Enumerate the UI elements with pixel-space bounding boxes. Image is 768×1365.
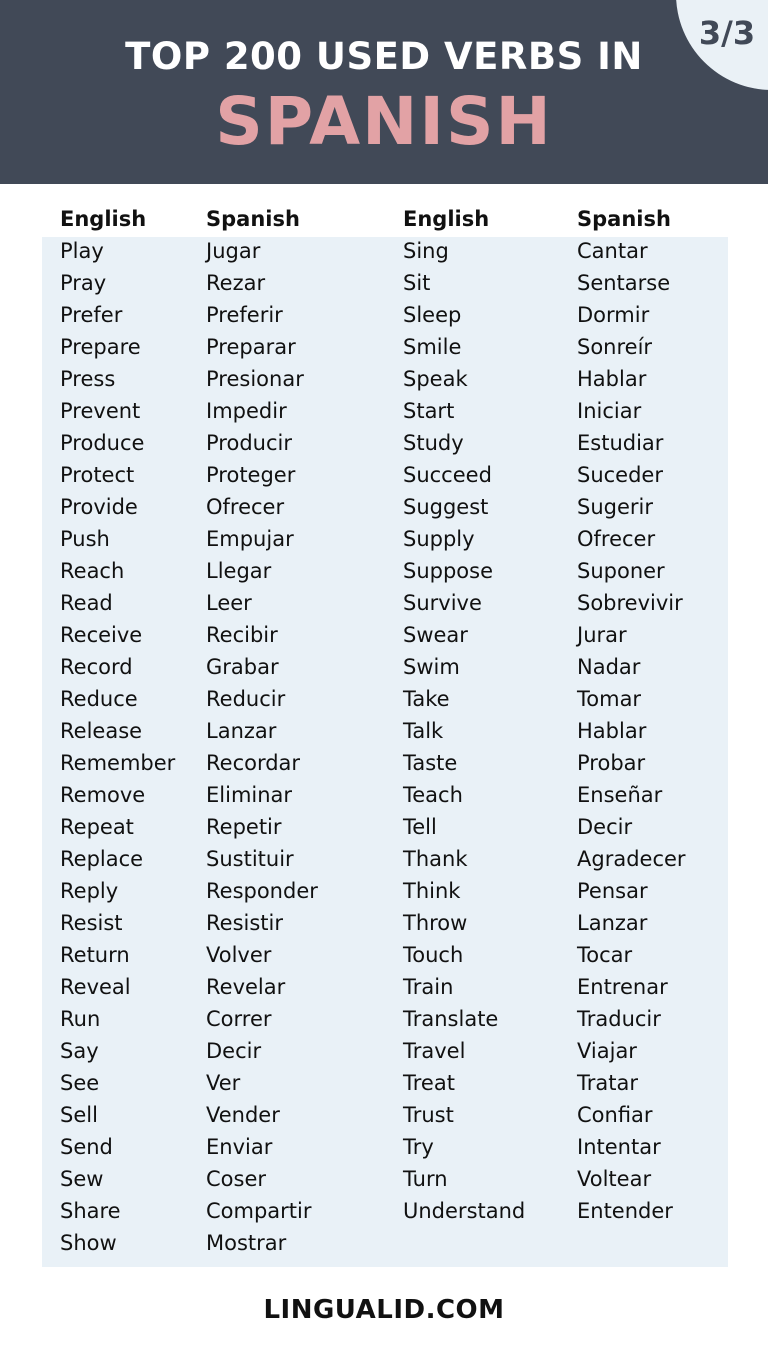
table-cell-spanish: Suceder: [577, 463, 663, 487]
table-cell-english: Provide: [60, 495, 138, 519]
table-cell-spanish: Suponer: [577, 559, 665, 583]
table-cell-spanish: Cantar: [577, 239, 648, 263]
table-cell-spanish: Revelar: [206, 975, 286, 999]
table-cell-english: Pray: [60, 271, 107, 295]
table-cell-spanish: Tocar: [577, 943, 633, 967]
page-title: TOP 200 USED VERBS IN: [125, 35, 643, 78]
table-cell-english: Run: [60, 1007, 101, 1031]
table-cell-spanish: Enviar: [206, 1135, 273, 1159]
table-cell-english: Say: [60, 1039, 99, 1063]
column-spanish-left: [206, 203, 396, 1259]
table-cell-english: Suppose: [403, 559, 494, 583]
column-header-spanish: Spanish: [577, 207, 671, 231]
table-cell-english: Remember: [60, 751, 176, 775]
table-cell-spanish: Lanzar: [206, 719, 277, 743]
table-cell-spanish: Probar: [577, 751, 646, 775]
table-cell-english: Swim: [403, 655, 460, 679]
table-cell-english: Reach: [60, 559, 125, 583]
table-cell-spanish: Hablar: [577, 719, 647, 743]
table-cell-spanish: Dormir: [577, 303, 650, 327]
table-cell-spanish: Jurar: [577, 623, 627, 647]
column-header-english: English: [403, 207, 490, 231]
table-cell-english: Play: [60, 239, 104, 263]
table-cell-spanish: Traducir: [577, 1007, 661, 1031]
table-cell-spanish: Correr: [206, 1007, 272, 1031]
table-cell-spanish: Recordar: [206, 751, 301, 775]
table-cell-spanish: Reducir: [206, 687, 286, 711]
table-cell-spanish: Resistir: [206, 911, 283, 935]
table-cell-spanish: Repetir: [206, 815, 282, 839]
table-cell-english: Swear: [403, 623, 468, 647]
table-cell-spanish: Sentarse: [577, 271, 671, 295]
table-cell-english: Survive: [403, 591, 482, 615]
table-cell-english: Study: [403, 431, 464, 455]
table-cell-spanish: Coser: [206, 1167, 267, 1191]
table-cell-english: Reduce: [60, 687, 138, 711]
table-cell-english: Prevent: [60, 399, 141, 423]
table-cell-english: Treat: [403, 1071, 455, 1095]
table-cell-english: Throw: [403, 911, 468, 935]
table-cell-spanish: Sonreír: [577, 335, 653, 359]
table-cell-english: Travel: [403, 1039, 466, 1063]
table-cell-spanish: Proteger: [206, 463, 296, 487]
table-cell-spanish: Grabar: [206, 655, 279, 679]
column-header-spanish: Spanish: [206, 207, 300, 231]
table-cell-spanish: Nadar: [577, 655, 641, 679]
table-cell-spanish: Ofrecer: [206, 495, 285, 519]
table-cell-english: Touch: [403, 943, 464, 967]
table-cell-english: Tell: [403, 815, 437, 839]
table-cell-spanish: Sobrevivir: [577, 591, 683, 615]
table-cell-english: Speak: [403, 367, 468, 391]
table-cell-spanish: Preferir: [206, 303, 283, 327]
table-cell-english: Read: [60, 591, 113, 615]
table-cell-english: Reveal: [60, 975, 131, 999]
table-cell-spanish: Entender: [577, 1199, 673, 1223]
table-cell-english: Prepare: [60, 335, 141, 359]
column-header-english: English: [60, 207, 147, 231]
table-cell-spanish: Rezar: [206, 271, 266, 295]
table-cell-spanish: Producir: [206, 431, 292, 455]
table-cell-english: Translate: [403, 1007, 499, 1031]
table-cell-english: Receive: [60, 623, 143, 647]
table-cell-english: See: [60, 1071, 100, 1095]
table-cell-english: Share: [60, 1199, 121, 1223]
table-cell-english: Supply: [403, 527, 475, 551]
table-cell-english: Return: [60, 943, 130, 967]
table-cell-english: Taste: [403, 751, 458, 775]
table-cell-english: Turn: [403, 1167, 448, 1191]
table-cell-english: Suggest: [403, 495, 489, 519]
table-cell-spanish: Preparar: [206, 335, 296, 359]
table-cell-english: Take: [403, 687, 450, 711]
table-cell-english: Remove: [60, 783, 146, 807]
table-cell-english: Train: [403, 975, 454, 999]
table-cell-spanish: Viajar: [577, 1039, 637, 1063]
table-cell-english: Record: [60, 655, 133, 679]
table-cell-spanish: Decir: [206, 1039, 262, 1063]
table-cell-spanish: Empujar: [206, 527, 294, 551]
table-cell-english: Talk: [403, 719, 444, 743]
table-cell-spanish: Vender: [206, 1103, 280, 1127]
table-cell-english: Reply: [60, 879, 119, 903]
table-cell-english: Sleep: [403, 303, 462, 327]
table-cell-spanish: Tomar: [577, 687, 642, 711]
table-cell-english: Succeed: [403, 463, 492, 487]
table-cell-spanish: Tratar: [577, 1071, 638, 1095]
table-cell-english: Release: [60, 719, 143, 743]
table-cell-english: Sing: [403, 239, 449, 263]
table-cell-english: Replace: [60, 847, 144, 871]
table-cell-english: Send: [60, 1135, 113, 1159]
table-cell-english: Think: [403, 879, 461, 903]
table-cell-spanish: Impedir: [206, 399, 287, 423]
table-cell-english: Thank: [403, 847, 468, 871]
table-cell-spanish: Ver: [206, 1071, 241, 1095]
page-title-accent: SPANISH: [215, 83, 553, 160]
table-cell-english: Press: [60, 367, 116, 391]
table-cell-spanish: Mostrar: [206, 1231, 287, 1255]
table-cell-english: Start: [403, 399, 455, 423]
table-cell-english: Show: [60, 1231, 117, 1255]
table-cell-english: Smile: [403, 335, 462, 359]
table-cell-english: Sit: [403, 271, 431, 295]
table-cell-english: Sew: [60, 1167, 104, 1191]
table-cell-english: Produce: [60, 431, 145, 455]
table-cell-spanish: Estudiar: [577, 431, 664, 455]
footer-website: LINGUALID.COM: [263, 1295, 505, 1325]
table-cell-english: Trust: [403, 1103, 454, 1127]
table-cell-spanish: Presionar: [206, 367, 304, 391]
table-cell-english: Push: [60, 527, 110, 551]
table-cell-spanish: Responder: [206, 879, 318, 903]
table-cell-spanish: Compartir: [206, 1199, 312, 1223]
table-cell-spanish: Entrenar: [577, 975, 668, 999]
table-cell-spanish: Eliminar: [206, 783, 293, 807]
column-spanish-right: [577, 203, 727, 1227]
table-cell-spanish: Agradecer: [577, 847, 686, 871]
table-cell-spanish: Intentar: [577, 1135, 661, 1159]
table-cell-spanish: Leer: [206, 591, 252, 615]
column-english-left: [60, 203, 200, 1259]
table-cell-english: Prefer: [60, 303, 123, 327]
table-cell-spanish: Voltear: [577, 1167, 652, 1191]
table-cell-spanish: Lanzar: [577, 911, 648, 935]
table-cell-spanish: Enseñar: [577, 783, 663, 807]
table-cell-spanish: Ofrecer: [577, 527, 656, 551]
table-cell-english: Teach: [403, 783, 463, 807]
table-cell-spanish: Sustituir: [206, 847, 294, 871]
table-cell-spanish: Recibir: [206, 623, 278, 647]
column-english-right: [403, 203, 573, 1227]
table-cell-spanish: Llegar: [206, 559, 272, 583]
table-cell-english: Protect: [60, 463, 135, 487]
table-cell-spanish: Sugerir: [577, 495, 653, 519]
table-cell-english: Try: [403, 1135, 434, 1159]
table-cell-spanish: Iniciar: [577, 399, 642, 423]
table-cell-spanish: Volver: [206, 943, 272, 967]
table-cell-english: Repeat: [60, 815, 134, 839]
table-cell-english: Understand: [403, 1199, 526, 1223]
table-cell-spanish: Decir: [577, 815, 633, 839]
table-cell-english: Resist: [60, 911, 123, 935]
page-indicator: 3/3: [698, 14, 756, 52]
table-cell-spanish: Hablar: [577, 367, 647, 391]
header-banner: [0, 0, 768, 184]
table-cell-spanish: Confiar: [577, 1103, 653, 1127]
table-cell-spanish: Jugar: [206, 239, 261, 263]
table-cell-english: Sell: [60, 1103, 98, 1127]
table-cell-spanish: Pensar: [577, 879, 648, 903]
